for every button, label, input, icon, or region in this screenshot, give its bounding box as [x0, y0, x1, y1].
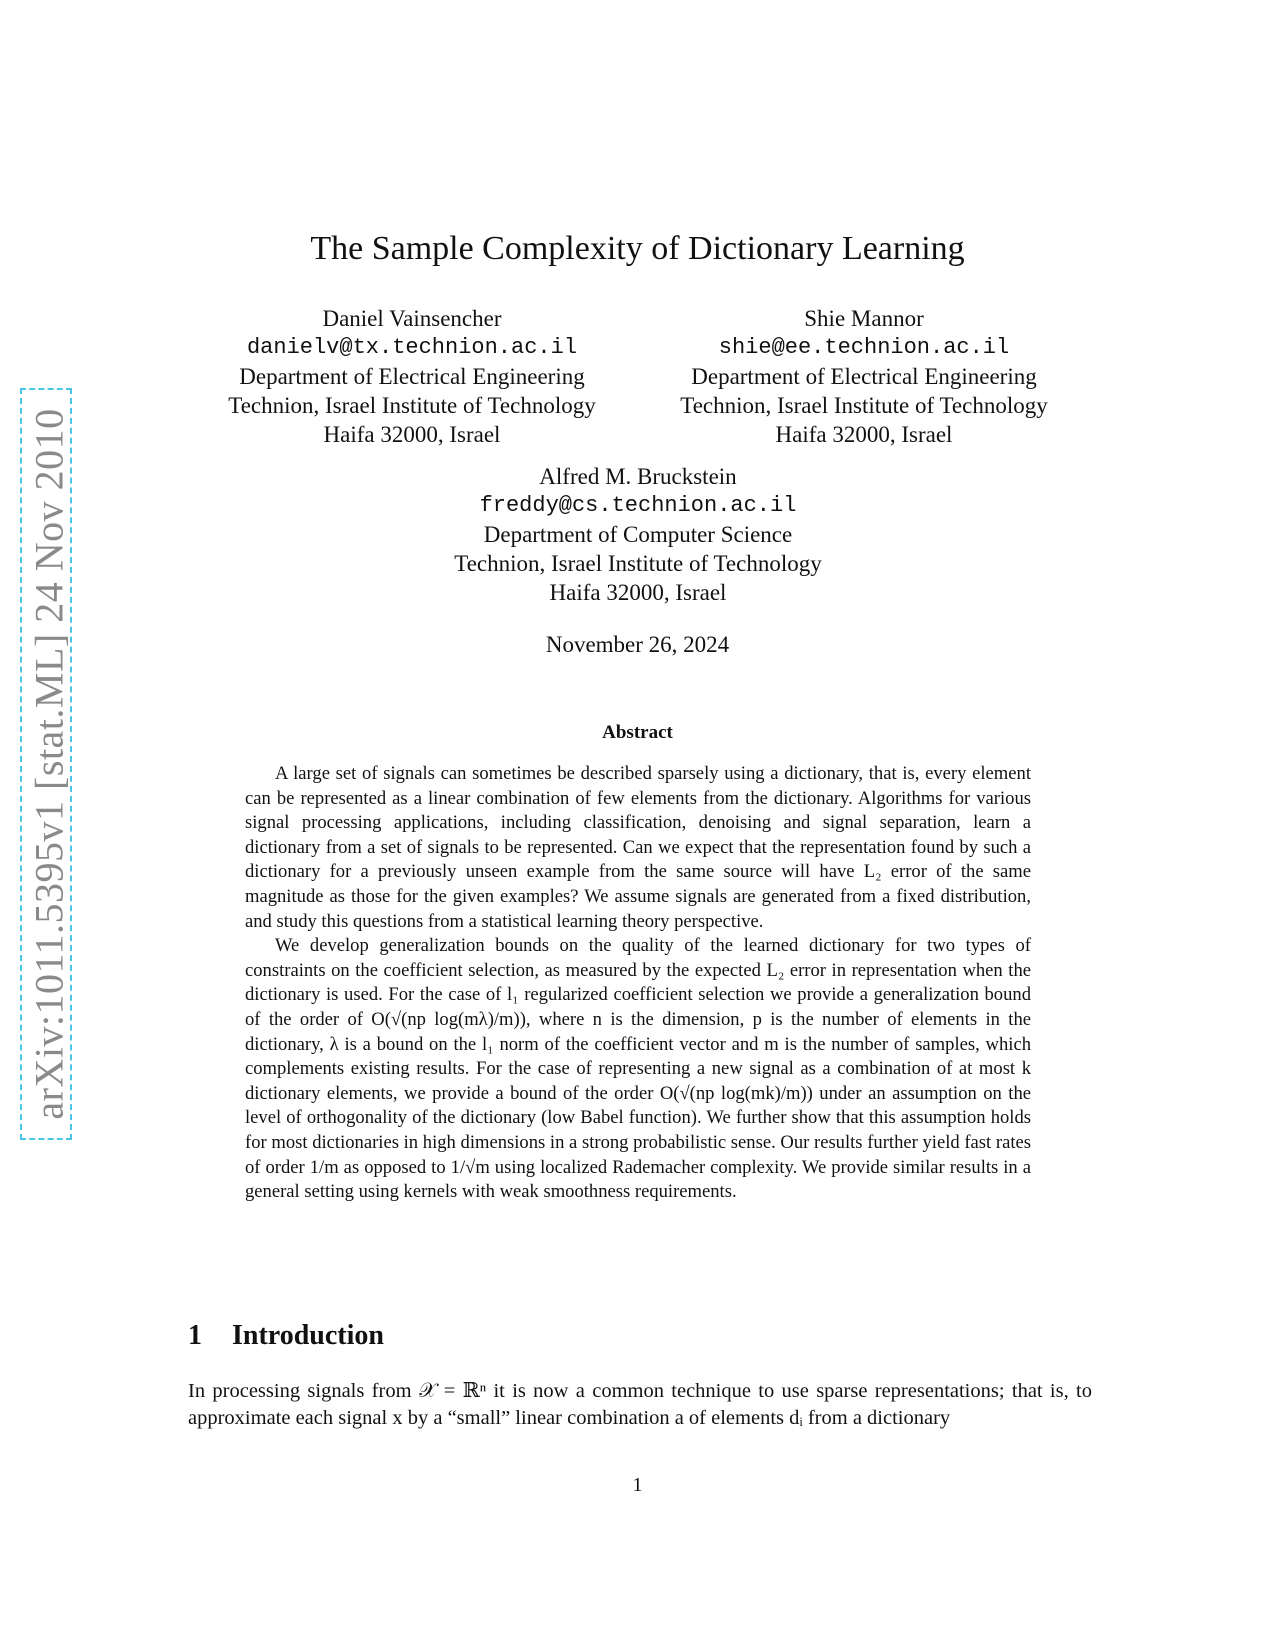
author-email: freddy@cs.technion.ac.il	[479, 493, 797, 518]
author-city: Haifa 32000, Israel	[775, 422, 953, 447]
author-department: Department of Computer Science	[483, 522, 793, 547]
section-title: Introduction	[232, 1320, 384, 1351]
page-number: 1	[632, 1474, 643, 1496]
section-number: 1	[188, 1320, 202, 1351]
author-block-1	[204, 304, 620, 449]
author-department: Department of Electrical Engineering	[691, 364, 1037, 389]
author-name: Shie Mannor	[804, 306, 924, 331]
paper-title: The Sample Complexity of Dictionary Learning	[310, 230, 965, 267]
author-institution: Technion, Israel Institute of Technology	[680, 393, 1048, 418]
author-city: Haifa 32000, Israel	[549, 580, 727, 605]
author-name: Alfred M. Bruckstein	[539, 464, 737, 489]
abstract-body	[245, 762, 1031, 1205]
abstract-paragraph-2: We develop generalization bounds on the quality of the learned dictionary for two types of constraints on the coefficient selection, as measured by the expected L₂ error in representation when the dictionary is used. For the case of l₁ regularized coefficient selection we provide a generalization bound of the order of O(√(np log(mλ)/m)), where n is the dimension, p is the number of elements in the dictionary, λ is a bound on the l₁ norm of the coefficient vector and m is the number of samples, which complements existing results. For the case of representing a new signal as a combination of at most k dictionary elements, we provide a bound of the order O(√(np log(mk)/m)) under an assumption on the level of orthogonality of the dictionary (low Babel function). We further show that this assumption holds for most dictionaries in high dimensions in a strong probabilistic sense. Our results further yield fast rates of order 1/m as opposed to 1/√m using localized Rademacher complexity. We provide similar results in a general setting using kernels with weak smoothness requirements.	[245, 935, 1031, 1203]
author-block-3	[428, 462, 848, 607]
abstract-heading: Abstract	[602, 722, 673, 743]
abstract-paragraph-1: A large set of signals can sometimes be described sparsely using a dictionary, that is, every element can be represented as a linear combination of few elements from the dictionary. Algorithms for various signal processing applications, including classification, denoising and signal separation, learn a dictionary from a set of signals to be represented. Can we expect that the representation found by such a dictionary for a previously unseen example from the same source will have L₂ error of the same magnitude as those for the given examples? We assume signals are generated from a fixed distribution, and study this questions from a statistical learning theory perspective.	[245, 763, 1031, 932]
author-block-2	[658, 304, 1070, 449]
paper-date: November 26, 2024	[545, 632, 730, 657]
author-institution: Technion, Israel Institute of Technology	[454, 551, 822, 576]
author-email: danielv@tx.technion.ac.il	[246, 335, 578, 360]
author-city: Haifa 32000, Israel	[323, 422, 501, 447]
author-name: Daniel Vainsencher	[322, 306, 502, 331]
arxiv-stamp: arXiv:1011.5395v1 [stat.ML] 24 Nov 2010	[26, 408, 72, 1120]
section-heading	[188, 1320, 384, 1352]
author-email: shie@ee.technion.ac.il	[718, 335, 1010, 360]
intro-paragraph: In processing signals from 𝒳 = ℝⁿ it is now a common technique to use sparse representations; that is, to approximate each signal x by a “small” linear combination a of elements dᵢ from a dictionary	[188, 1380, 1092, 1429]
author-institution: Technion, Israel Institute of Technology	[228, 393, 596, 418]
author-department: Department of Electrical Engineering	[239, 364, 585, 389]
intro-body	[188, 1378, 1092, 1432]
